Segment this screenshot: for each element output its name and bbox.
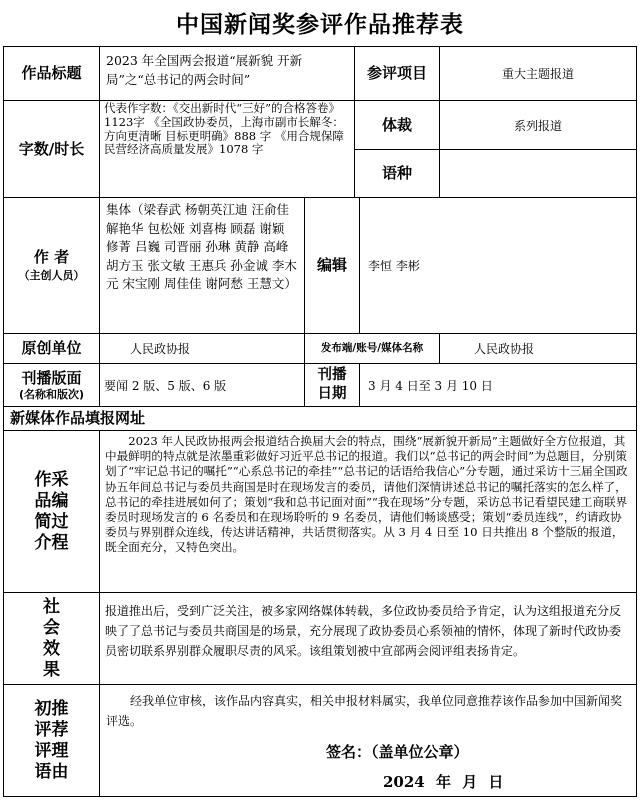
category-label: 参评项目 (354, 46, 440, 101)
author-value: 集体（梁春武 杨朝英江迪 汪俞佳 解艳华 包松娅 刘喜梅 顾磊 谢颖 修菁 吕巍 司晋丽 孙琳 黄静 高峰 胡方玉 张文敏 王惠兵 孙金诚 李木元 宋宝刚 周佳佳 谢阿愁 王慧文） (99, 197, 305, 334)
recommendation-label: 初推评荐评理语由 (3, 684, 100, 797)
genre-label: 体裁 (354, 100, 440, 150)
signature-line: 签名：（盖单位公章） (326, 743, 469, 761)
publisher-label: 发布端/账号/媒体名称 (304, 333, 440, 364)
work-title-label: 作品标题 (3, 46, 100, 101)
intro-text: 2023 年人民政协报两会报道结合换届大会的特点，围绕“展新貌开新局”主题做好全方位报道，其中最鲜明的特点就是浓墨重彩做好习近平总书记的报道。我们以“总书记的两会时间”为总题目，分别策划了“牢记总书记的嘱托”“心系总书记的牵挂”“总书记的话语给我信心”分专题，通过采访十三届全国政协五年间总书记与委员共商国是时在现场发言的委员，请他们深情讲述总书记的嘱托落实的怎么样了，总书记的牵挂进展如何了；策划“我和总书记面对面”“我在现场”分专题，采访总书记看望民建工商联界委员时现场发言的 6 名委员和在现场聆听的 9 名委员，请他们畅谈感受；策划“委员连线”，约请政协委员与界别群众连线，传达讲话精神，共话贯彻落实。从 3 月 4 日至 10 日共推出 8 个整版的报道，既全面充分，又特色突出。 (105, 434, 628, 555)
effect-text: 报道推出后，受到广泛关注，被多家网络媒体转载，多位政协委员给予肯定，认为这组报道充分反映了了总书记与委员共商国是的场景，充分展现了政协委员心系领袖的情怀，体现了新时代政协委员密切联系界别群众履职尽责的风采。该组策划被中宣部两会阅评组表扬肯定。 (105, 604, 622, 658)
publish-date-value: 3 月 4 日至 3 月 10 日 (359, 363, 637, 407)
word-count-label: 字数/时长 (3, 100, 100, 198)
category-value: 重大主题报道 (439, 46, 637, 101)
word-count-value: 代表作字数：《交出新时代“三好”的合格答卷》1123字 《全国政协委员，上海市副市长解冬：方向更清晰 目标更明确》888 字 《用合规保障民营经济高质量发展》1078 字 (99, 100, 355, 198)
author-sublabel: （主创人员） (18, 269, 85, 282)
origin-unit-value: 人民政协报 (99, 333, 305, 364)
origin-unit-label: 原创单位 (3, 333, 100, 364)
intro-label: 作采品编简过介程 (3, 430, 100, 593)
page-title: 中国新闻奖参评作品推荐表 (176, 12, 464, 38)
recommendation-text: 经我单位审核，该作品内容真实，相关申报材料属实，我单位同意推荐该作品参加中国新闻奖评选。 (106, 694, 623, 728)
effect-value (99, 592, 637, 685)
intro-value (99, 430, 637, 593)
language-label: 语种 (354, 149, 440, 198)
language-value (439, 149, 637, 198)
layout-value: 要闻 2 版、5 版、6 版 (99, 363, 305, 407)
layout-label: 刊播版面 (21, 368, 82, 387)
author-label: 作 者 (33, 248, 70, 267)
date-line: 2024 年 月 日 (383, 773, 504, 791)
recommendation-cell (99, 684, 637, 797)
editor-label: 编辑 (304, 197, 360, 334)
new-media-label: 新媒体作品填报网址 (3, 406, 637, 431)
editor-value: 李恒 李彬 (359, 197, 637, 334)
author-label-cell (3, 197, 100, 334)
work-title-value: 2023 年全国两会报道“展新貌 开新局”之“总书记的两会时间” (99, 46, 355, 101)
layout-sublabel: (名称和版次) (18, 387, 85, 401)
effect-label: 社会效果 (3, 592, 100, 685)
genre-value: 系列报道 (439, 100, 637, 150)
layout-label-cell (3, 363, 100, 407)
publish-date-label: 刊播日期 (304, 363, 360, 407)
publisher-value: 人民政协报 (439, 333, 637, 364)
